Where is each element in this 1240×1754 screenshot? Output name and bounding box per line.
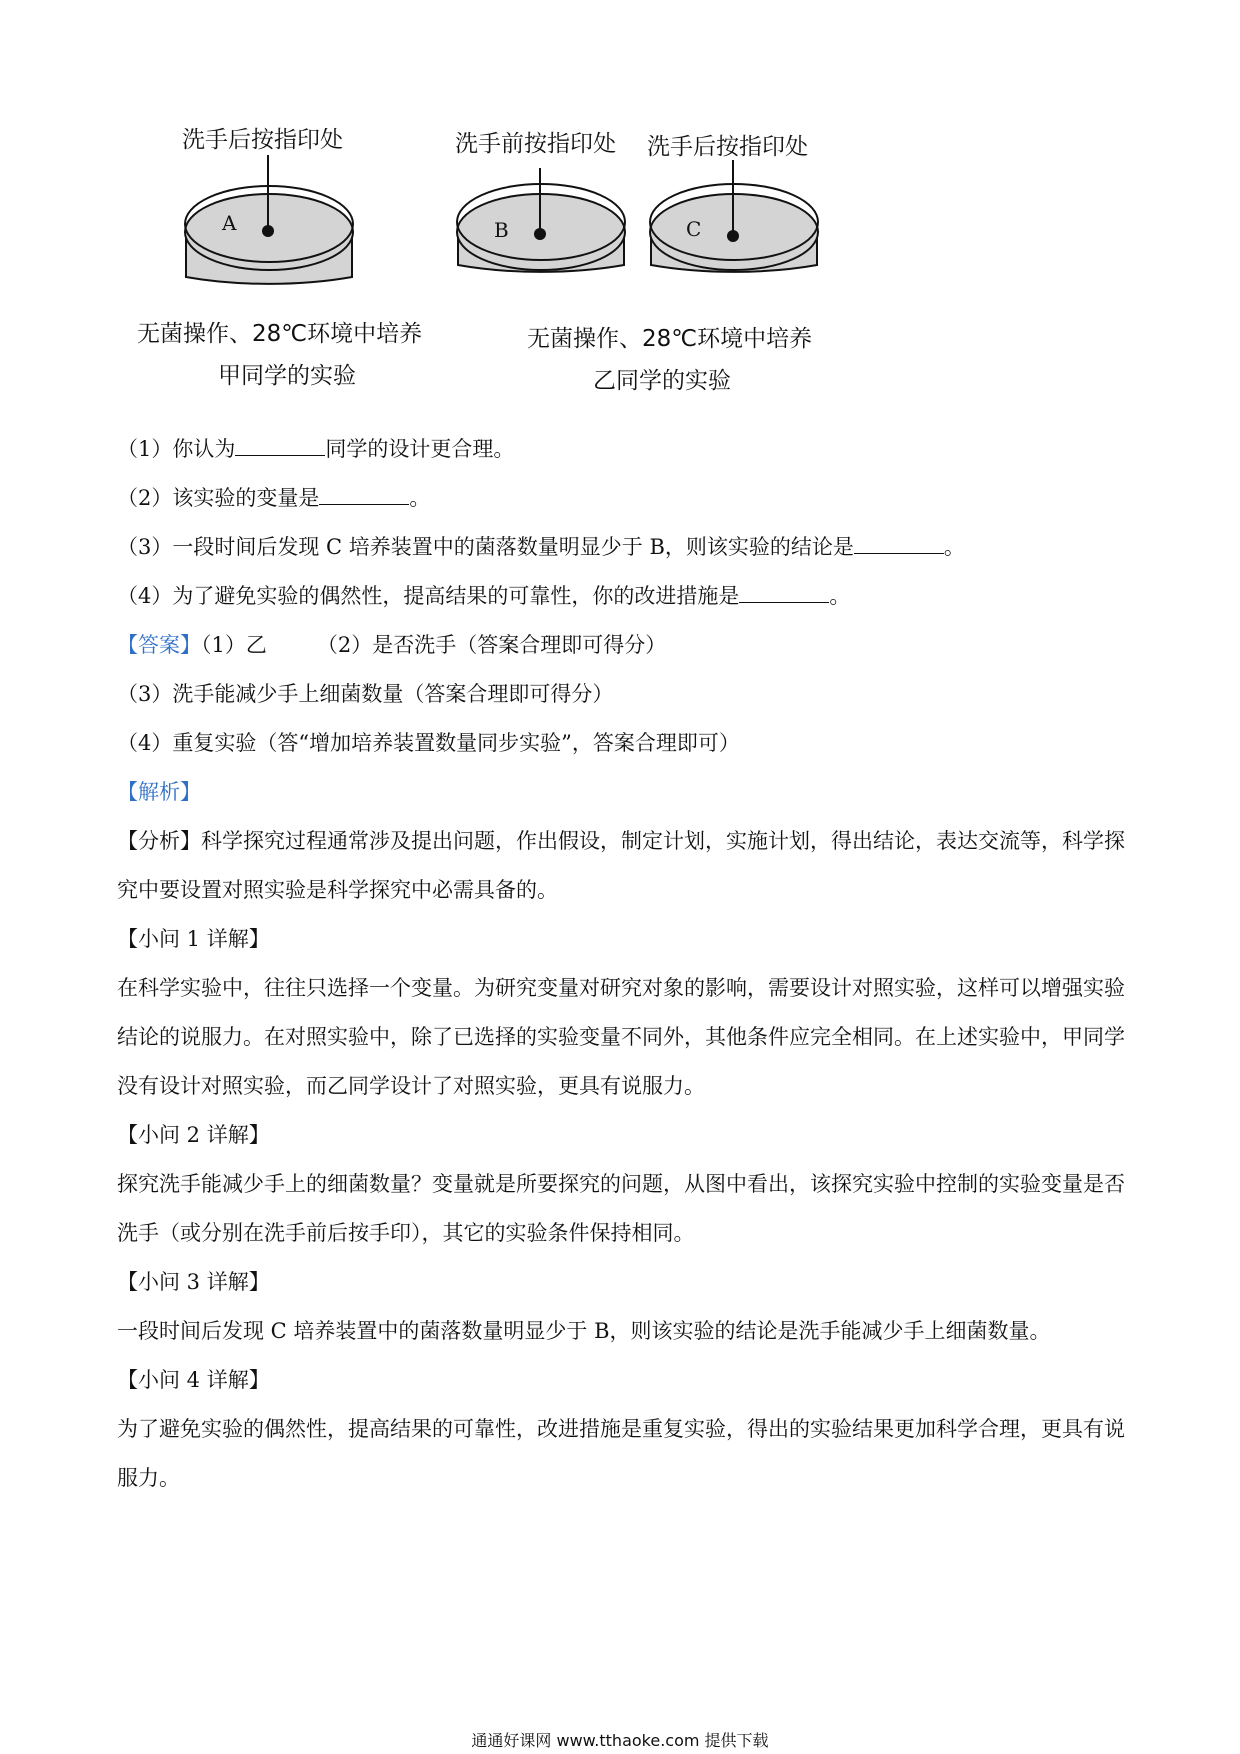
petri-dish-a (185, 155, 353, 284)
petri-dish-b (457, 168, 625, 272)
q4-text-end: 。 (829, 584, 851, 608)
sub-question-4-heading: 【小问 4 详解】 (117, 1368, 270, 1392)
sub-question-2-explanation: 探究洗手能减少手上的细菌数量？变量就是所要探究的问题，从图中看出，该探究实验中控制的实验变量是否洗手（或分别在洗手前后按手印），其它的实验条件保持相同。 (117, 1172, 1125, 1245)
q1-text-end: 同学的设计更合理。 (325, 437, 515, 461)
dish-c-label: 洗手后按指印处 (647, 134, 808, 160)
answer-4: （4）重复实验（答“增加培养装置数量同步实验”，答案合理即可） (117, 731, 740, 755)
q2-text: （2）该实验的变量是 (117, 486, 320, 510)
sub-question-4-explanation: 为了避免实验的偶然性，提高结果的可靠性，改进措施是重复实验，得出的实验结果更加科学合理，更具有说服力。 (117, 1417, 1125, 1490)
q1-text: （1）你认为 (117, 437, 236, 461)
q3-text: （3）一段时间后发现 C 培养装置中的菌落数量明显少于 B，则该实验的结论是 (117, 535, 854, 559)
question-content (117, 425, 1127, 1503)
q3-text-end: 。 (943, 535, 965, 559)
sub-question-1-explanation: 在科学实验中，往往只选择一个变量。为研究变量对研究对象的影响，需要设计对照实验，这样可以增强实验结论的说服力。在对照实验中，除了已选择的实验变量不同外，其他条件应完全相同。在上述实验中，甲同学没有设计对照实验，而乙同学设计了对照实验，更具有说服力。 (117, 976, 1125, 1098)
sub-question-3-explanation: 一段时间后发现 C 培养装置中的菌落数量明显少于 B，则该实验的结论是洗手能减少手上细菌数量。 (117, 1319, 1051, 1343)
sub-question-3-heading: 【小问 3 详解】 (117, 1270, 270, 1294)
q4-text: （4）为了避免实验的偶然性，提高结果的可靠性，你的改进措施是 (117, 584, 740, 608)
footer-source: 通通好课网 www.tthaoke.com 提供下载 (471, 1731, 769, 1750)
question-3 (117, 523, 1127, 572)
question-4 (117, 572, 1127, 621)
analysis-overview: 【分析】科学探究过程通常涉及提出问题，作出假设，制定计划，实施计划，得出结论，表达交流等，科学探究中要设置对照实验是科学探究中必需具备的。 (117, 829, 1125, 902)
q2-text-end: 。 (409, 486, 431, 510)
left-caption-condition: 无菌操作、28℃环境中培养 (137, 321, 423, 347)
right-caption-condition: 无菌操作、28℃环境中培养 (527, 326, 813, 352)
experiment-figure (0, 0, 1240, 420)
left-caption-title: 甲同学的实验 (218, 363, 356, 389)
answer-3: （3）洗手能减少手上细菌数量（答案合理即可得分） (117, 682, 614, 706)
sub-question-2-heading: 【小问 2 详解】 (117, 1123, 270, 1147)
q2-blank (319, 484, 409, 505)
question-2 (117, 474, 1127, 523)
petri-dish-diagram (0, 0, 1240, 420)
dish-c-letter: C (686, 217, 702, 241)
answer-1: （1）乙 (201, 633, 267, 657)
dish-b-label: 洗手前按指印处 (455, 131, 616, 157)
petri-dish-c (650, 160, 818, 272)
analysis-tag: 【解析】 (117, 780, 201, 804)
sub-question-1-heading: 【小问 1 详解】 (117, 927, 270, 951)
q3-blank (854, 533, 944, 554)
q1-blank (235, 435, 325, 456)
answer-2: （2）是否洗手（答案合理即可得分） (316, 633, 667, 657)
question-1 (117, 425, 1127, 474)
q4-blank (739, 582, 829, 603)
dish-a-letter: A (222, 211, 237, 235)
dish-b-letter: B (494, 218, 509, 242)
answer-line-1 (117, 621, 1127, 670)
answer-tag: 【答案】 (117, 633, 201, 657)
dish-a-label: 洗手后按指印处 (182, 127, 343, 153)
right-caption-title: 乙同学的实验 (593, 368, 731, 394)
